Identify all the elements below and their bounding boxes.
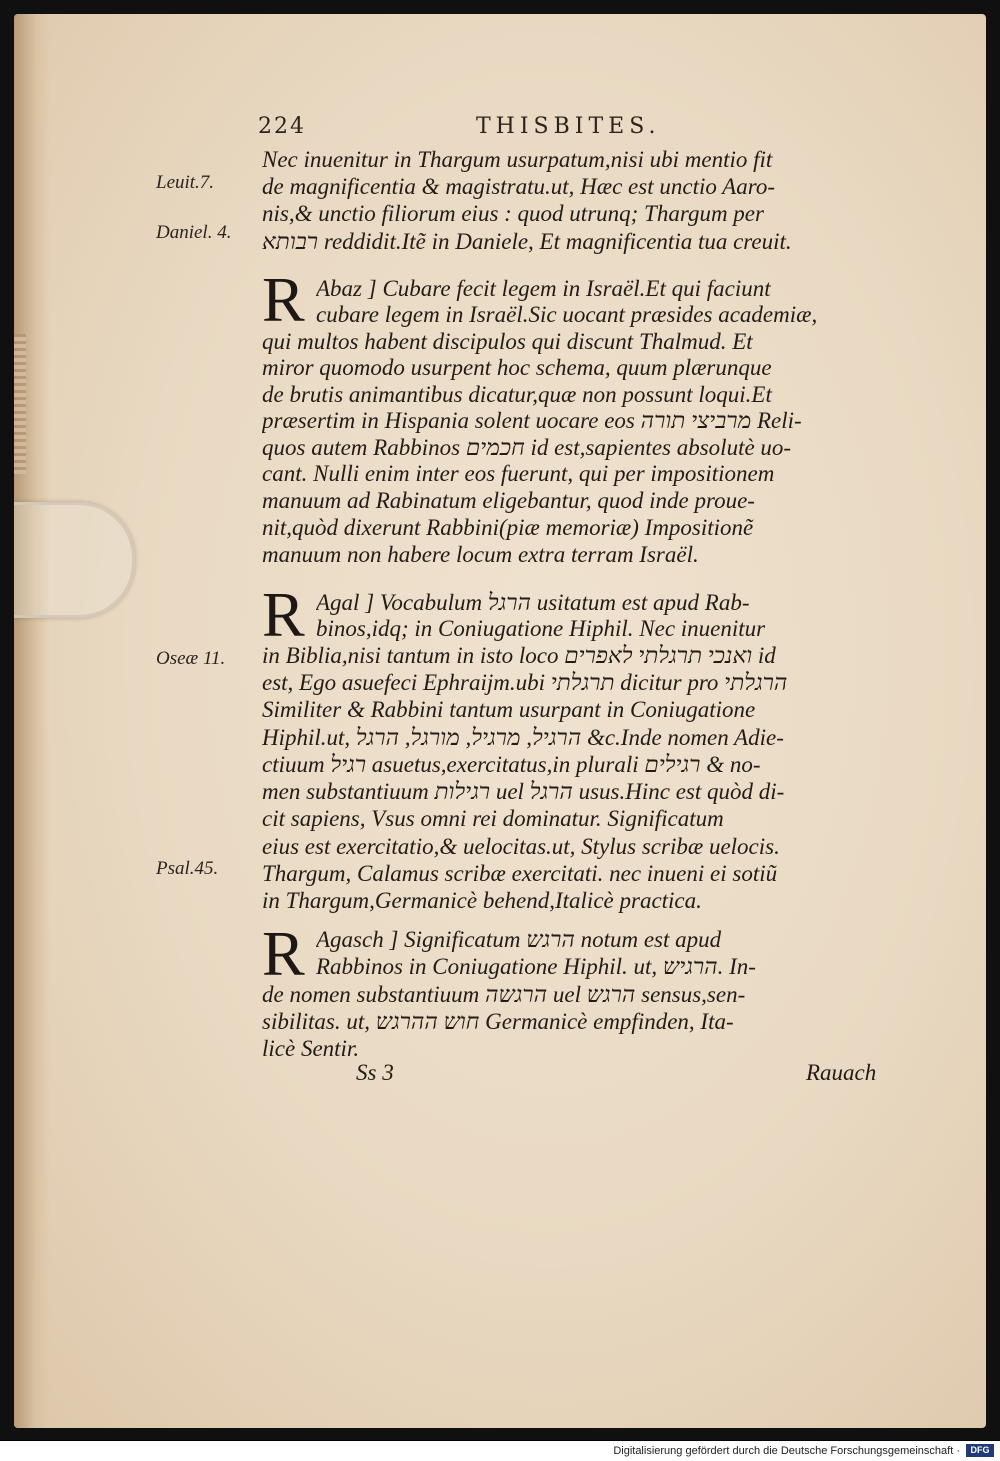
text-line: quos autem Rabbinos חכמים id est,sapientes absolutè uo- <box>262 435 792 460</box>
text-line: eius est exercitatio,& uelocitas.ut, Stylus scribæ uelocis. <box>262 834 780 859</box>
drop-initial-rabaz: R <box>262 264 305 335</box>
text-line: de nomen substantiuum הרגשה uel הרגש sensus,sen- <box>262 982 746 1007</box>
text-line: præsertim in Hispania solent uocare eos מרביצי תורה Reli- <box>262 408 802 433</box>
text-line: manuum non habere locum extra terram Israël. <box>262 542 699 567</box>
drop-initial-ragasch: R <box>262 918 305 989</box>
text-line: cant. Nulli enim inter eos fuerunt, qui per impositionem <box>262 461 775 486</box>
text-line: manuum ad Rabinatum eligebantur, quod inde proue- <box>262 488 755 513</box>
drop-initial-ragal: R <box>262 579 305 650</box>
text-line: sibilitas. ut, חוש ההרגש Germanicè empfinden, Ita- <box>262 1009 734 1034</box>
text-line: Agal ] Vocabulum הרגל usitatum est apud Rab- <box>316 590 750 615</box>
text-line: qui multos habent discipulos qui discunt Thalmud. Et <box>262 329 753 354</box>
text-line: in Thargum,Germanicè behend,Italicè practica. <box>262 888 702 913</box>
text-line: Agasch ] Significatum הרגש notum est apud <box>316 927 722 952</box>
text-line: est, Ego asuefeci Ephraijm.ubi תרגלתי dicitur pro הרגלתי <box>262 670 788 695</box>
text-line: Nec inuenitur in Thargum usurpatum,nisi ubi mentio fit <box>262 147 773 172</box>
margin-note-daniel: Daniel. 4. <box>156 222 232 243</box>
text-line: Rabbinos in Coniugatione Hiphil. ut, הרגיש. In- <box>316 954 756 979</box>
margin-note-psal: Psal.45. <box>156 858 219 879</box>
text-line: Similiter & Rabbini tantum usurpant in Coniugatione <box>262 697 756 722</box>
text-line: Abaz ] Cubare fecit legem in Israël.Et qui faciunt <box>316 276 771 301</box>
digitization-footer <box>0 1441 1000 1461</box>
text-line: Hiphil.ut, הרגיל, מרגיל, מורגל, הרגל &c.Inde nomen Adie- <box>262 725 784 750</box>
page-number: 224 <box>258 114 306 139</box>
text-line: nit,quòd dixerunt Rabbini(piæ memoriæ) Impositionẽ <box>262 515 754 540</box>
signature-mark: Ss 3 <box>356 1060 394 1085</box>
text-line: de brutis animantibus dicatur,quæ non possunt loqui.Et <box>262 382 772 407</box>
margin-note-oseae: Oseæ 11. <box>156 648 226 669</box>
text-line: cit sapiens, Vsus omni rei dominatur. Significatum <box>262 806 724 831</box>
margin-note-leuit: Leuit.7. <box>156 172 215 193</box>
footer-credit: Digitalisierung gefördert durch die Deutsche Forschungsgemeinschaft · <box>613 1445 960 1457</box>
page-edge-stack <box>14 334 26 474</box>
paper-clip <box>14 502 135 618</box>
text-line: in Biblia,nisi tantum in isto loco ואנכי תרגלתי לאפרים id <box>262 643 776 668</box>
text-line: רבותא reddidit.Itẽ in Daniele, Et magnificentia tua creuit. <box>262 229 792 254</box>
text-line: de magnificentia & magistratu.ut, Hæc est unctio Aaro- <box>262 174 775 199</box>
text-line: men substantiuum רגילות uel הרגל usus.Hinc est quòd di- <box>262 779 785 804</box>
catchword: Rauach <box>806 1060 877 1085</box>
running-head <box>258 114 898 139</box>
text-line: cubare legem in Israël.Sic uocant præsides academiæ, <box>316 302 818 327</box>
text-line: ctiuum רגיל asuetus,exercitatus,in plurali רגילים & no- <box>262 752 761 777</box>
text-line: nis,& unctio filiorum eius : quod utrunq; Thargum per <box>262 201 764 226</box>
text-line: binos,idq; in Coniugatione Hiphil. Nec inuenitur <box>316 616 766 641</box>
text-line: Thargum, Calamus scribæ exercitati. nec inueni ei sotiũ <box>262 861 778 886</box>
text-line: licè Sentir. <box>262 1036 360 1061</box>
text-line: miror quomodo usurpent hoc schema, quum plærunque <box>262 355 772 380</box>
dfg-logo: DFG <box>966 1444 994 1457</box>
running-title: THISBITES. <box>476 114 661 139</box>
